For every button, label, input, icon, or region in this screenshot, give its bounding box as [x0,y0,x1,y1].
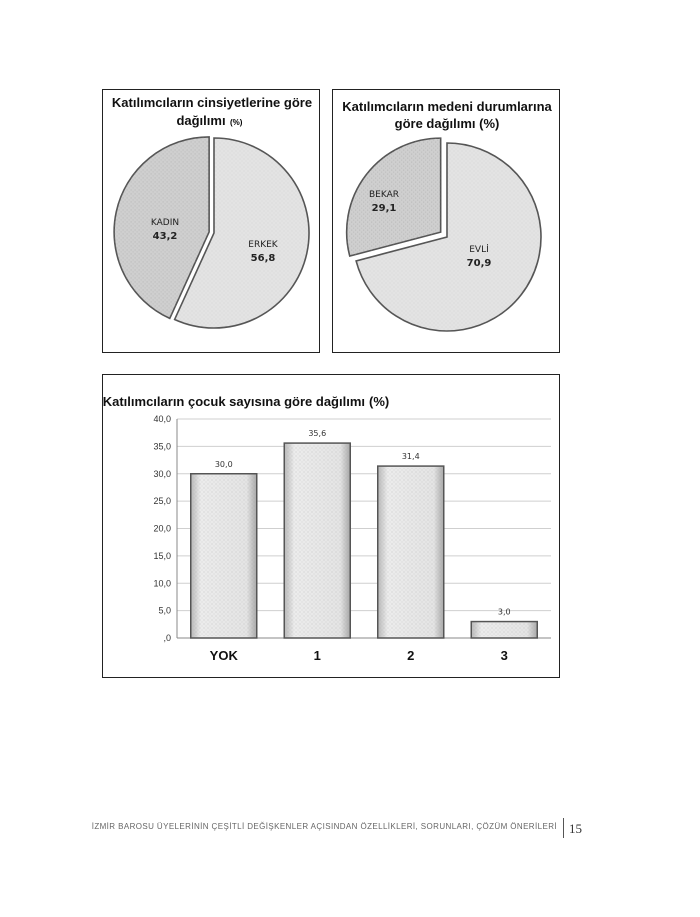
y-tick-label: 5,0 [158,605,171,616]
gender-pie-svg [103,90,321,354]
y-tick-label: 20,0 [153,523,171,534]
slice-value-erkek: 56,8 [250,253,276,264]
bar-chart-title: Katılımcıların çocuk sayısına göre dağılımı [103,394,365,409]
bar-texture [193,476,255,636]
footer-divider [563,818,564,838]
gender-pie-title: Katılımcıların cinsiyetlerine göre [111,95,313,110]
bar-texture [380,468,442,636]
slice-label-bekar: BEKAR [368,190,400,200]
marital-pie-chart [332,89,560,353]
slice-label-erkek: ERKEK [248,240,278,250]
y-tick-label: ,0 [163,633,171,643]
slice-label-kadin: KADIN [150,218,180,228]
y-tick-label: 25,0 [153,496,171,507]
x-category-label: 2 [407,648,415,663]
slice-value-kadin: 43,2 [152,231,178,242]
x-category-label: 1 [313,648,321,663]
bar-data-label: 31,4 [401,452,420,462]
bar-texture [473,624,535,636]
y-tick-label: 10,0 [153,578,171,589]
bar-data-label: 30,0 [214,459,233,469]
slice-value-bekar: 29,1 [371,203,397,214]
y-tick-label: 35,0 [153,441,171,452]
x-category-label: YOK [209,648,238,663]
bar-texture [286,445,348,636]
slice-value-evli: 70,9 [466,258,492,269]
gender-pie-title-line2: dağılımı [176,113,226,128]
y-tick-label: 15,0 [153,550,171,561]
y-tick-label: 40,0 [153,414,171,424]
marital-pie-svg [333,90,561,354]
bar-data-label: 3,0 [497,607,511,617]
x-category-label: 3 [500,648,508,663]
gender-pie-title-unit: (%) [230,118,243,127]
bar-data-label: 35,6 [308,429,327,439]
page-number: 15 [569,821,582,836]
marital-pie-title: Katılımcıların medeni durumlarına [342,99,552,114]
children-bar-chart [102,374,560,678]
marital-pie-title-line2: göre dağılımı (%) [394,116,500,131]
page-footer: İZMİR BAROSU ÜYELERİNİN ÇEŞİTLİ DEĞİŞKENLER AÇISINDAN ÖZELLİKLERİ, SORUNLARI, ÇÖZÜM ÖNERİLERİ [91,822,557,831]
children-bar-svg [103,375,561,679]
y-tick-label: 30,0 [153,468,171,479]
slice-label-evli: EVLİ [469,245,489,255]
gender-pie-chart [102,89,320,353]
bar-chart-title-unit: (%) [369,394,390,409]
